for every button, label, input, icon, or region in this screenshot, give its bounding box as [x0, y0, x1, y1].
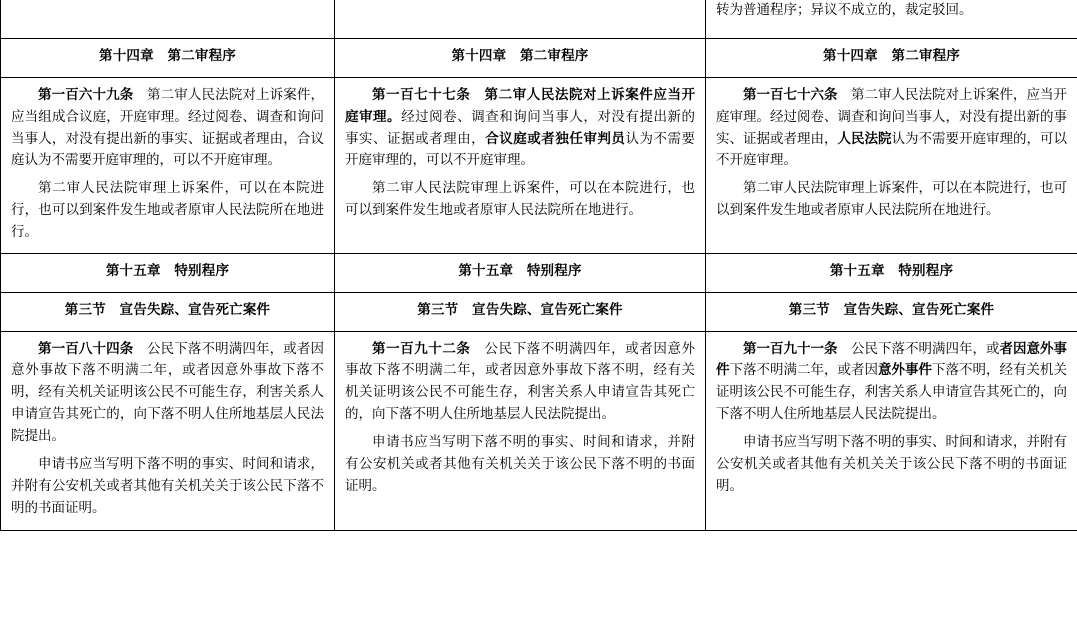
body-text: 第二审人民法院审理上诉案件，可以在本院进行，也可以到案件发生地或者原审人民法院所在地进行。: [11, 180, 324, 240]
section-heading-left: 第三节 宣告失踪、宣告死亡案件: [1, 292, 335, 331]
cell-declaration-left: [1, 331, 335, 531]
body-text: 第二审人民法院审理上诉案件，可以在本院进行，也可以到案件发生地或者原审人民法院所在地进行。: [345, 180, 695, 218]
paragraph: [716, 84, 1067, 171]
paragraph: [345, 338, 695, 425]
cell-empty-middle: [335, 0, 706, 39]
cell-article-right: [706, 77, 1077, 253]
body-text: 下落不明满二年，或者因: [729, 362, 878, 378]
paragraph: [11, 338, 324, 447]
cell-article-middle: [335, 77, 706, 253]
paragraph: [345, 431, 695, 497]
paragraph: [345, 177, 695, 221]
chapter-heading-right: 第十四章 第二审程序: [706, 39, 1077, 78]
chapter15-heading-middle: 第十五章 特别程序: [335, 253, 706, 292]
partial-paragraph-text: 转为普通程序；异议不成立的，裁定驳回。: [716, 2, 973, 17]
chapter15-heading-left: 第十五章 特别程序: [1, 253, 335, 292]
emphasis-text: 合议庭或者独任审判员: [485, 130, 626, 146]
chapter-heading-left: 第十四章 第二审程序: [1, 39, 335, 78]
cell-declaration-middle: [335, 331, 706, 531]
emphasis-text: 意外事件: [878, 362, 932, 378]
paragraph: [345, 84, 695, 171]
body-text: 第二审人民法院对上诉案件，应当组成合议庭，开庭审理。经过阅卷、调查和询问当事人，对没有提出新的事实、证据或者理由，合议庭认为不需要开庭审理的，可以不开庭审理。: [11, 86, 324, 168]
chapter15-heading-right: 第十五章 特别程序: [706, 253, 1077, 292]
emphasis-text: 第一百七十六条: [743, 86, 838, 102]
body-text: 申请书应当写明下落不明的事实、时间和请求，并附有公安机关或者其他有关机关关于该公民下落不明的书面证明。: [716, 434, 1067, 493]
paragraph: [716, 177, 1067, 221]
table-body: [1, 0, 1077, 531]
body-text: 申请书应当写明下落不明的事实、时间和请求，并附有公安机关或者其他有关机关关于该公民下落不明的书面证明。: [345, 434, 695, 493]
table-row-chapter14: [1, 39, 1077, 78]
body-text: 第二审人民法院对上诉案件，应当开庭审理。经过阅卷、调查和询问当事人，对没有提出新的事实、证据或者理由，: [716, 86, 1067, 146]
cell-declaration-right: [706, 331, 1077, 531]
table-row-chapter15: [1, 253, 1077, 292]
table-row-section3: [1, 292, 1077, 331]
body-text: 经过阅卷、调查和询问当事人，对没有提出新的事实、证据或者理由，: [345, 108, 696, 146]
emphasis-text: 第二审人民法院对上诉案件应当开庭审理。: [345, 86, 696, 124]
table-row-article-169-177-176: [1, 77, 1077, 253]
section-heading-right: 第三节 宣告失踪、宣告死亡案件: [706, 292, 1077, 331]
body-text: 认为不需要开庭审理的，可以不开庭审理。: [345, 130, 696, 168]
chapter-heading-middle: 第十四章 第二审程序: [335, 39, 706, 78]
cell-partial-right: [706, 0, 1077, 39]
body-text: 公民下落不明满四年，或者因意外事故下落不明满二年，或者因意外事故下落不明，经有关机关证明该公民不可能生存，利害关系人申请宣告其死亡的，向下落不明人住所地基层人民法院提出。: [11, 340, 324, 444]
cell-article-left: [1, 77, 335, 253]
emphasis-text: 人民法院: [837, 130, 892, 146]
table-row: [1, 0, 1077, 39]
paragraph: [716, 431, 1067, 497]
body-text: 申请书应当写明下落不明的事实、时间和请求，并附有公安机关或者其他有关机关关于该公民下落不明的书面证明。: [11, 455, 324, 515]
emphasis-text: 第一百九十二条: [372, 340, 471, 356]
body-text: 公民下落不明满四年，或: [837, 340, 1000, 356]
body-text: 第二审人民法院审理上诉案件，可以在本院进行，也可以到案件发生地或者原审人民法院所在地进行。: [716, 180, 1067, 218]
paragraph: [11, 84, 324, 171]
body-text: 认为不需要开庭审理的，可以不开庭审理。: [716, 130, 1067, 168]
cell-empty-left: [1, 0, 335, 39]
paragraph: [716, 338, 1067, 425]
body-text: 公民下落不明满四年，或者因意外事故下落不明满二年，或者因意外事故下落不明，经有关机关证明该公民不可能生存，利害关系人申请宣告其死亡的，向下落不明人住所地基层人民法院提出。: [345, 340, 696, 422]
emphasis-text: 第一百六十九条: [38, 86, 134, 102]
emphasis-text: 第一百八十四条: [38, 340, 134, 356]
body-text: 下落不明，经有关机关证明该公民不可能生存，利害关系人申请宣告其死亡的，向下落不明人住所地基层人民法院提出。: [716, 362, 1067, 422]
paragraph: [11, 453, 324, 519]
paragraph: [11, 177, 324, 243]
section-heading-middle: 第三节 宣告失踪、宣告死亡案件: [335, 292, 706, 331]
emphasis-text: 第一百七十七条: [372, 86, 471, 102]
emphasis-text: 第一百九十一条: [743, 340, 838, 356]
table-row-article-184-192-191: [1, 331, 1077, 531]
emphasis-text: 者因意外事件: [716, 340, 1067, 378]
